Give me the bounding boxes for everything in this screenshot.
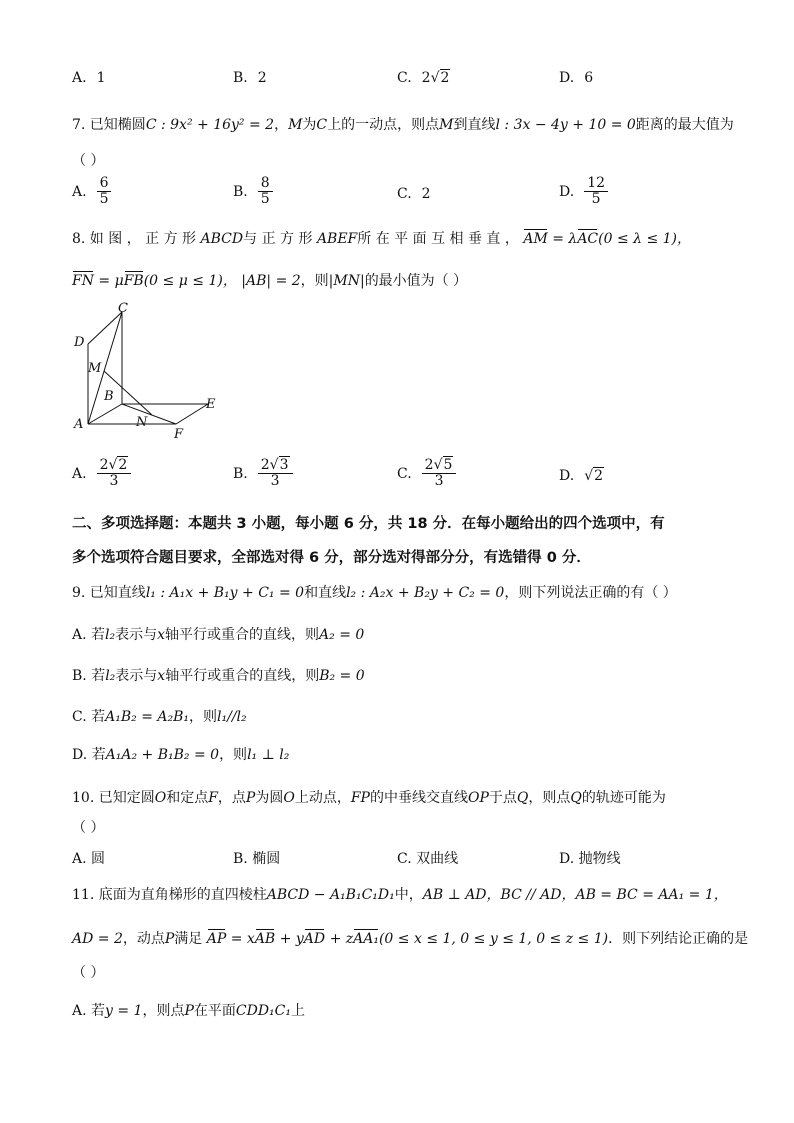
diag-bf	[122, 404, 176, 424]
q7-option-a: A. $\frac{6}{5}$	[72, 176, 111, 208]
q10-options	[72, 848, 732, 888]
q8-option-d: D. √2	[559, 468, 604, 484]
q9-option-a: A. 若l₂表示与x轴平行或重合的直线，则A₂ = 0	[72, 627, 365, 643]
label-b: B	[104, 389, 114, 404]
q9-stem: 9. 已知直线l₁ : A₁x + B₁y + C₁ = 0和直线l₂ : A₂x + B₂y + C₂ = 0，则下列说法正确的有（ ）	[72, 585, 677, 601]
q8-option-b: B. $\frac{2√3}{3}$	[233, 458, 293, 490]
q7-option-b: B. $\frac{8}{5}$	[233, 176, 273, 208]
q8-options	[72, 458, 732, 498]
label-c: C	[118, 301, 128, 316]
section2-header-line1: 二、多项选择题：本题共 3 小题，每小题 6 分，共 18 分．在每小题给出的四个选项中，有	[72, 516, 665, 532]
q7-options	[72, 176, 732, 216]
q9-option-b: B. 若l₂表示与x轴平行或重合的直线，则B₂ = 0	[72, 668, 365, 684]
q6-option-b: B. 2	[233, 70, 267, 86]
q10-option-a: A. 圆	[72, 851, 106, 867]
q7-paren: （ ）	[72, 153, 105, 169]
q8-option-c: C. $\frac{2√5}{3}$	[397, 458, 456, 490]
q6-option-c: C. 2 √2	[397, 70, 450, 86]
q11-paren: （ ）	[72, 965, 105, 981]
q8-figure	[72, 300, 232, 445]
q11-stem-line2: AD = 2，动点P满足 AP = xAB + yAD + zAA₁(0 ≤ x ≤ 1, 0 ≤ y ≤ 1, 0 ≤ z ≤ 1)．则下列结论正确的是	[72, 931, 749, 947]
q7-option-c: C. 2	[397, 186, 431, 202]
q8-stem-line2: FN = μFB(0 ≤ μ ≤ 1)， |AB| = 2，则|MN|的最小值为（ ）	[72, 273, 468, 289]
label-m: M	[88, 361, 102, 376]
q11-stem-line1: 11. 底面为直角梯形的直四棱柱ABCD − A₁B₁C₁D₁中，AB ⊥ AD，BC // AD，AB = BC = AA₁ = 1，	[72, 887, 728, 903]
label-d: D	[74, 335, 85, 350]
edge-ef	[176, 404, 208, 424]
q8-option-a: A. $\frac{2√2}{3}$	[72, 458, 131, 490]
q11-option-a: A. 若y = 1，则点P在平面CDD₁C₁上	[72, 1003, 305, 1019]
q6-options	[72, 70, 732, 110]
q10-option-c: C. 双曲线	[397, 851, 459, 867]
q8-stem-line1: 8. 如 图 ， 正 方 形 ABCD与 正 方 形 ABEF所 在 平 面 互 相 垂 直 ， AM = λAC(0 ≤ λ ≤ 1)，	[72, 231, 692, 247]
label-a: A	[74, 417, 84, 432]
q10-option-b: B. 椭圆	[233, 851, 281, 867]
label-n: N	[136, 415, 148, 430]
q9-option-d: D. 若A₁A₂ + B₁B₂ = 0，则l₁ ⊥ l₂	[72, 747, 290, 763]
q10-option-d: D. 抛物线	[559, 851, 621, 867]
label-f: F	[174, 427, 184, 442]
q10-paren: （ ）	[72, 820, 105, 836]
q9-option-c: C. 若A₁B₂ = A₂B₁，则l₁//l₂	[72, 709, 247, 725]
q7-stem: 7. 已知椭圆C : 9x² + 16y² = 2，M为C上的一动点，则点M到直线l : 3x − 4y + 10 = 0距离的最大值为	[72, 117, 734, 133]
sqrt: √2	[430, 70, 450, 86]
label-e: E	[206, 397, 216, 412]
q7-option-d: D. $\frac{12}{5}$	[559, 176, 608, 208]
section2-header-line2: 多个选项符合题目要求，全部选对得 6 分，部分选对得部分分，有选错得 0 分．	[72, 550, 591, 566]
q6-option-a: A. 1	[72, 70, 106, 86]
q6-option-d: D. 6	[559, 70, 594, 86]
q10-stem: 10. 已知定圆O和定点F，点P为圆O上动点，FP的中垂线交直线OP于点Q，则点Q的轨迹可能为	[72, 790, 666, 806]
